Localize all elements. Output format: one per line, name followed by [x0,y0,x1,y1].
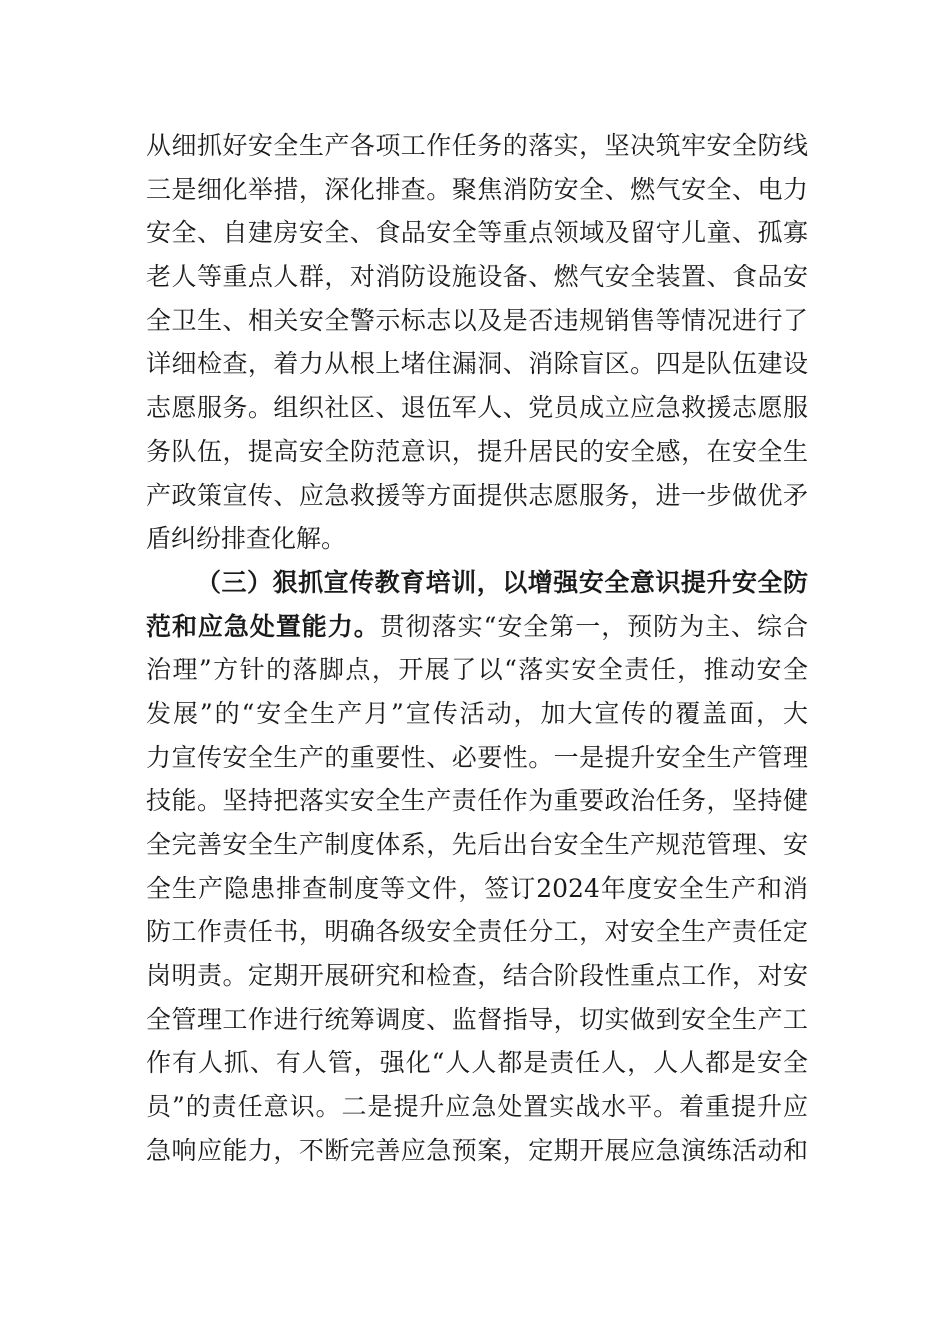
text-line: 岗明责。定期开展研究和检查，结合阶段性重点工作，对安 [146,961,808,991]
text-line: 作有人抓、有人管，强化“人人都是责任人，人人都是安全 [146,1048,808,1078]
text-line: 员”的责任意识。二是提升应急处置实战水平。着重提升应 [146,1092,808,1122]
text-line: 从细抓好安全生产各项工作任务的落实，坚决筑牢安全防线 [146,131,808,160]
text-line: 全卫生、相关安全警示标志以及是否违规销售等情况进行了 [146,305,808,335]
text-line: 老人等重点人群，对消防设施设备、燃气安全装置、食品安 [146,262,808,292]
text-line: 急响应能力，不断完善应急预案，定期开展应急演练活动和 [146,1135,808,1165]
text-line: 防工作责任书，明确各级安全责任分工，对安全生产责任定 [146,917,808,947]
section-body-text: 贯彻落实“安全第一，预防为主、综合 [379,611,808,641]
text-line: 务队伍，提高安全防范意识，提升居民的安全感，在安全生 [146,436,808,466]
text-line: 安全、自建房安全、食品安全等重点领域及留守儿童、孤寡 [146,218,808,248]
text-line: 产政策宣传、应急救援等方面提供志愿服务，进一步做优矛 [146,480,808,510]
text-line: 技能。坚持把落实安全生产责任作为重要政治任务，坚持健 [146,786,808,816]
text-line: 全生产隐患排查制度等文件，签订2024年度安全生产和消 [146,873,808,903]
text-line: 治理”方针的落脚点，开展了以“落实安全责任，推动安全 [146,655,808,685]
section-heading-continuation-line [146,605,808,649]
document-body-text [146,124,808,1173]
section-heading-tail: 范和应急处置能力。 [146,611,380,641]
text-line: 志愿服务。组织社区、退伍军人、党员成立应急救援志愿服 [146,393,808,423]
text-line: 力宣传安全生产的重要性、必要性。一是提升安全生产管理 [146,742,808,772]
text-line: 发展”的“安全生产月”宣传活动，加大宣传的覆盖面，大 [146,698,808,728]
text-line: 三是细化举措，深化排查。聚焦消防安全、燃气安全、电力 [146,174,808,204]
section-heading-line: （三）狠抓宣传教育培训，以增强安全意识提升安全防 [196,567,808,597]
text-line: 盾纠纷排查化解。 [146,524,347,554]
text-line: 详细检查，着力从根上堵住漏洞、消除盲区。四是队伍建设 [146,349,808,379]
text-line: 全完善安全生产制度体系，先后出台安全生产规范管理、安 [146,830,808,859]
text-line: 全管理工作进行统筹调度、监督指导，切实做到安全生产工 [146,1004,808,1034]
